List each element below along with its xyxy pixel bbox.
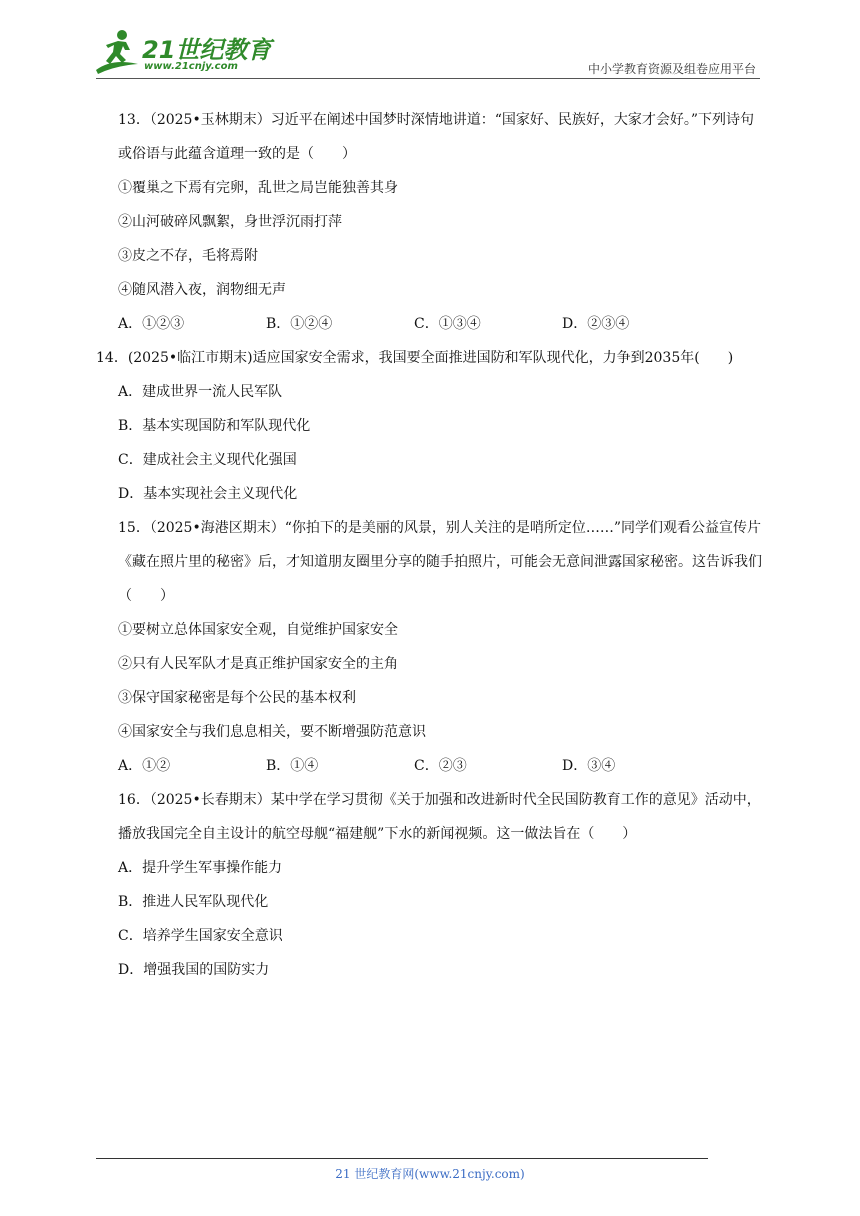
logo [92, 28, 272, 78]
option-row [118, 307, 763, 341]
page-header [0, 0, 860, 82]
option-b[interactable]: B．①②④ [266, 316, 333, 332]
question-stem: 15．（2025•海港区期末）“你拍下的是美丽的风景，别人关注的是哨所定位……”同学们观看公益宣传片《藏在照片里的秘密》后，才知道朋友圈里分享的随手拍照片，可能会无意间泄露国家秘密。这告诉我们（ ） [118, 520, 762, 604]
question-stem: 16．（2025•长春期末）某中学在学习贯彻《关于加强和改进新时代全民国防教育工作的意见》活动中，播放我国完全自主设计的航空母舰“福建舰”下水的新闻视频。这一做法旨在（ ） [118, 792, 761, 842]
option-d[interactable]: D．③④ [562, 758, 616, 774]
option-d[interactable]: D．②③④ [562, 316, 630, 332]
option-row [118, 749, 763, 783]
option-a[interactable]: A．建成世界一流人民军队 [118, 384, 283, 400]
statement: ①覆巢之下焉有完卵，乱世之局岂能独善其身 [118, 180, 398, 196]
option-a[interactable]: A．①② [118, 758, 171, 774]
option-d[interactable]: D．基本实现社会主义现代化 [118, 486, 298, 502]
question-14 [96, 341, 763, 511]
option-b[interactable]: B．基本实现国防和军队现代化 [118, 418, 311, 434]
question-16 [118, 783, 763, 987]
option-a[interactable]: A．提升学生军事操作能力 [118, 860, 283, 876]
statement: ②山河破碎风飘絮，身世浮沉雨打萍 [118, 214, 342, 230]
question-stem: 13．（2025•玉林期末）习近平在阐述中国梦时深情地讲道：“国家好、民族好，大家才会好。”下列诗句或俗语与此蕴含道理一致的是（ ） [118, 112, 755, 162]
logo-url: www.21cnjy.com [144, 61, 238, 72]
platform-title: 中小学教育资源及组卷应用平台 [587, 62, 756, 76]
statement: ④随风潜入夜，润物细无声 [118, 282, 286, 298]
header-divider [96, 78, 760, 79]
option-c[interactable]: C．建成社会主义现代化强国 [118, 452, 297, 468]
question-13 [118, 103, 763, 341]
question-list [96, 103, 763, 987]
statement: ②只有人民军队才是真正维护国家安全的主角 [118, 656, 398, 672]
statement: ③皮之不存，毛将焉附 [118, 248, 258, 264]
option-a[interactable]: A．①②③ [118, 316, 185, 332]
statement: ④国家安全与我们息息相关，要不断增强防范意识 [118, 724, 426, 740]
option-b[interactable]: B．推进人民军队现代化 [118, 894, 269, 910]
question-stem: 14．(2025•临江市期末)适应国家安全需求，我国要全面推进国防和军队现代化，力争到2035年( ) [96, 350, 734, 366]
option-c[interactable]: C．培养学生国家安全意识 [118, 928, 283, 944]
page-footer[interactable]: 21 世纪教育网(www.21cnjy.com) [335, 1167, 525, 1181]
logo-text: 21世纪教育 [142, 36, 272, 64]
question-15 [118, 511, 763, 783]
footer-divider [96, 1158, 708, 1159]
option-c[interactable]: C．①③④ [414, 316, 481, 332]
statement: ③保守国家秘密是每个公民的基本权利 [118, 690, 356, 706]
option-c[interactable]: C．②③ [414, 758, 467, 774]
option-b[interactable]: B．①④ [266, 758, 319, 774]
runner-logo-icon [92, 28, 142, 76]
option-d[interactable]: D．增强我国的国防实力 [118, 962, 270, 978]
statement: ①要树立总体国家安全观，自觉维护国家安全 [118, 622, 398, 638]
